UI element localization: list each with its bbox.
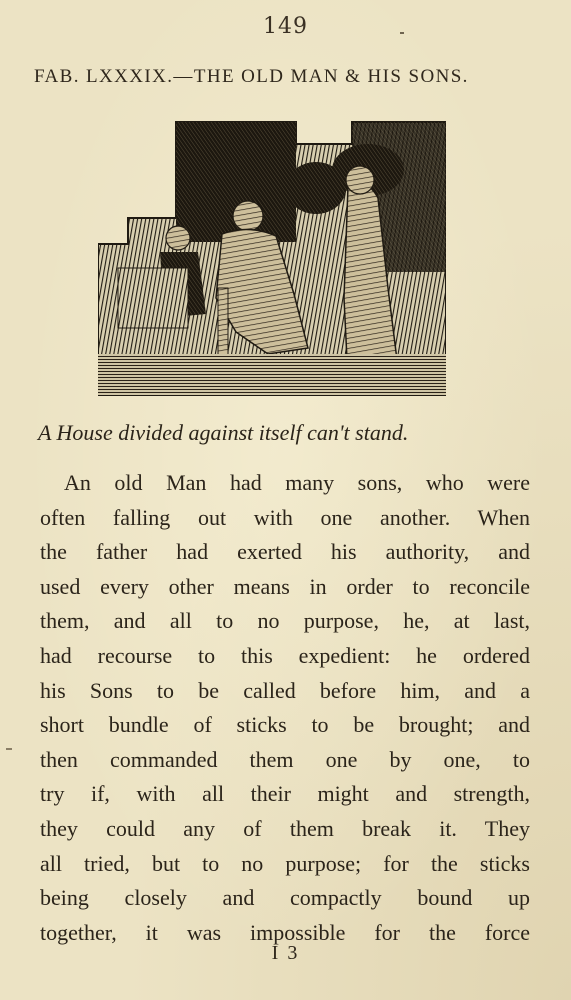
text-line: them, and all to no purpose, he, at last, [40, 608, 530, 634]
ink-speck [400, 32, 404, 34]
fable-moral: A House divided against itself can't stand. [38, 420, 409, 445]
signature-mark: I 3 [271, 942, 300, 964]
text-line: An old Man had many sons, who were [64, 470, 530, 495]
text-line: being closely and compactly bound up [40, 885, 530, 911]
page-number: 149 [263, 14, 308, 39]
text-line: often falling out with one another. When [40, 504, 530, 530]
fable-heading: FAB. LXXXIX.—THE OLD MAN & HIS SONS. [34, 66, 469, 87]
text-line: all tried, but to no purpose; for the sticks [40, 850, 530, 876]
text-line: short bundle of sticks to be brought; and [40, 712, 530, 738]
woodcut-illustration [98, 118, 446, 396]
margin-mark [6, 748, 12, 750]
text-line: used every other means in order to reconcile [40, 573, 530, 599]
text-line: then commanded them one by one, to [40, 746, 530, 772]
text-line: they could any of them break it. They [40, 815, 530, 841]
text-line: his Sons to be called before him, and a [40, 677, 530, 703]
text-line: together, it was impossible for the force [40, 919, 530, 945]
text-line: try if, with all their might and strength, [40, 781, 530, 807]
text-line: the father had exerted his authority, and [40, 539, 530, 565]
fable-text [40, 466, 530, 950]
text-line: had recourse to this expedient: he ordered [40, 642, 530, 668]
